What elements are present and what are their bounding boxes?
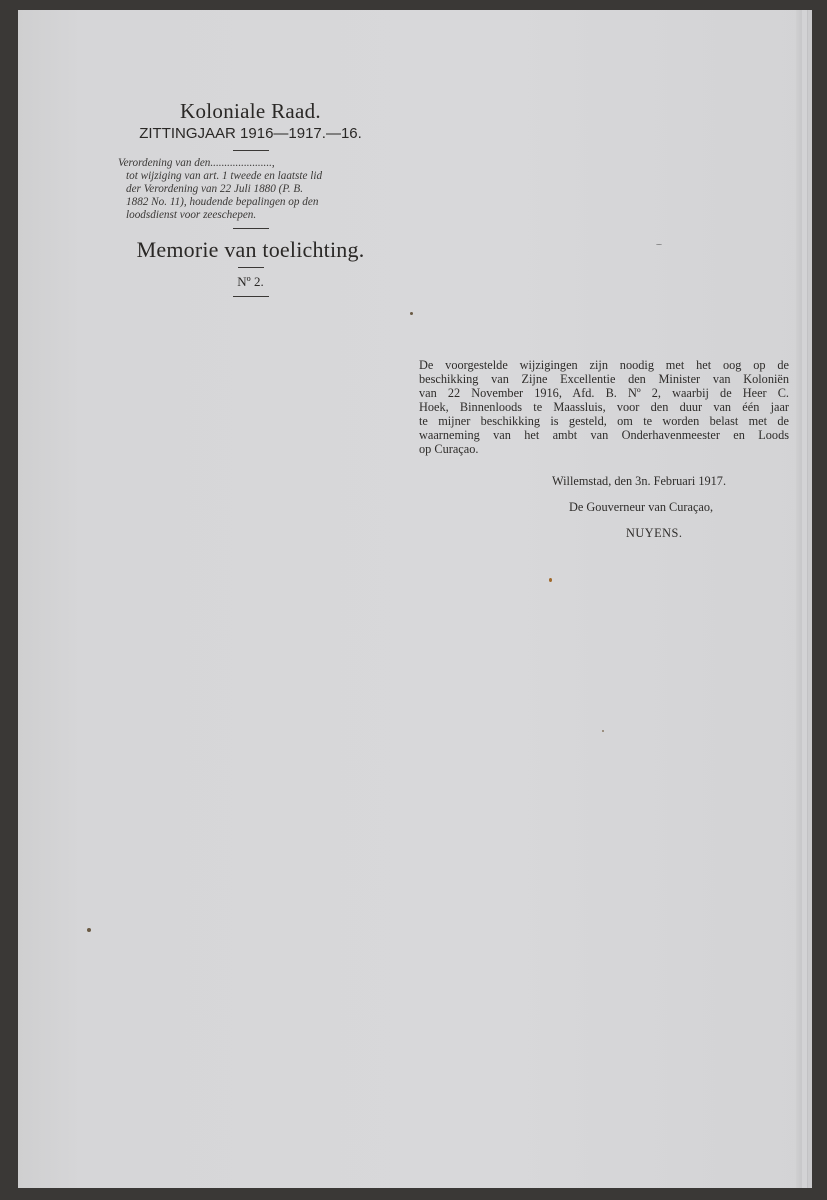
description-line: tot wijziging van art. 1 tweede en laatste lid (126, 170, 323, 182)
ordinance-description (118, 157, 383, 222)
paper-speck (656, 244, 662, 245)
description-line: 1882 No. 11), houdende bepalingen op den (126, 196, 319, 208)
page-fold-strip (807, 10, 812, 1188)
paper-speck (87, 928, 91, 932)
document-page (18, 10, 812, 1188)
paragraph-line: De voorgestelde wijzigingen zijn noodig met het oog op de (419, 358, 789, 372)
description-line: Verordening van den......................, (118, 157, 275, 169)
description-divider (233, 228, 269, 229)
description-line: loodsdienst voor zeeschepen. (126, 209, 257, 221)
council-title: Koloniale Raad. (180, 99, 321, 123)
signatory-title: De Gouverneur van Curaçao, (569, 500, 714, 514)
session-line: ZITTINGJAAR 1916—1917.—16. (139, 125, 362, 142)
paragraph-line: op Curaçao. (419, 442, 479, 456)
document-type-title: Memorie van toelichting. (136, 237, 365, 262)
description-line: der Verordening van 22 Juli 1880 (P. B. (126, 183, 304, 195)
header-divider (233, 150, 269, 151)
paper-speck (602, 730, 604, 732)
memorandum-body (419, 358, 789, 540)
paper-speck (410, 312, 413, 315)
paragraph-line: Hoek, Binnenloods te Maassluis, voor den duur van één jaar (419, 400, 789, 414)
paper-speck (549, 578, 552, 582)
number-top-divider (238, 267, 264, 268)
explanation-paragraph (419, 358, 789, 456)
paragraph-line: te mijner beschikking is gesteld, om te worden belast met de (419, 414, 789, 428)
paragraph-line: waarneming van het ambt van Onderhavenmeester en Loods (419, 428, 789, 442)
paragraph-line: van 22 November 1916, Afd. B. Nº 2, waarbij de Heer C. (419, 386, 789, 400)
place-date: Willemstad, den 3n. Februari 1917. (552, 474, 727, 488)
document-number: Nº 2. (237, 274, 264, 289)
paragraph-line: beschikking van Zijne Excellentie den Minister van Koloniën (419, 372, 789, 386)
document-header (118, 98, 383, 303)
number-bottom-divider (233, 296, 269, 297)
signatory-name: NUYENS. (626, 526, 683, 540)
page-edge-shadow (796, 10, 802, 1188)
